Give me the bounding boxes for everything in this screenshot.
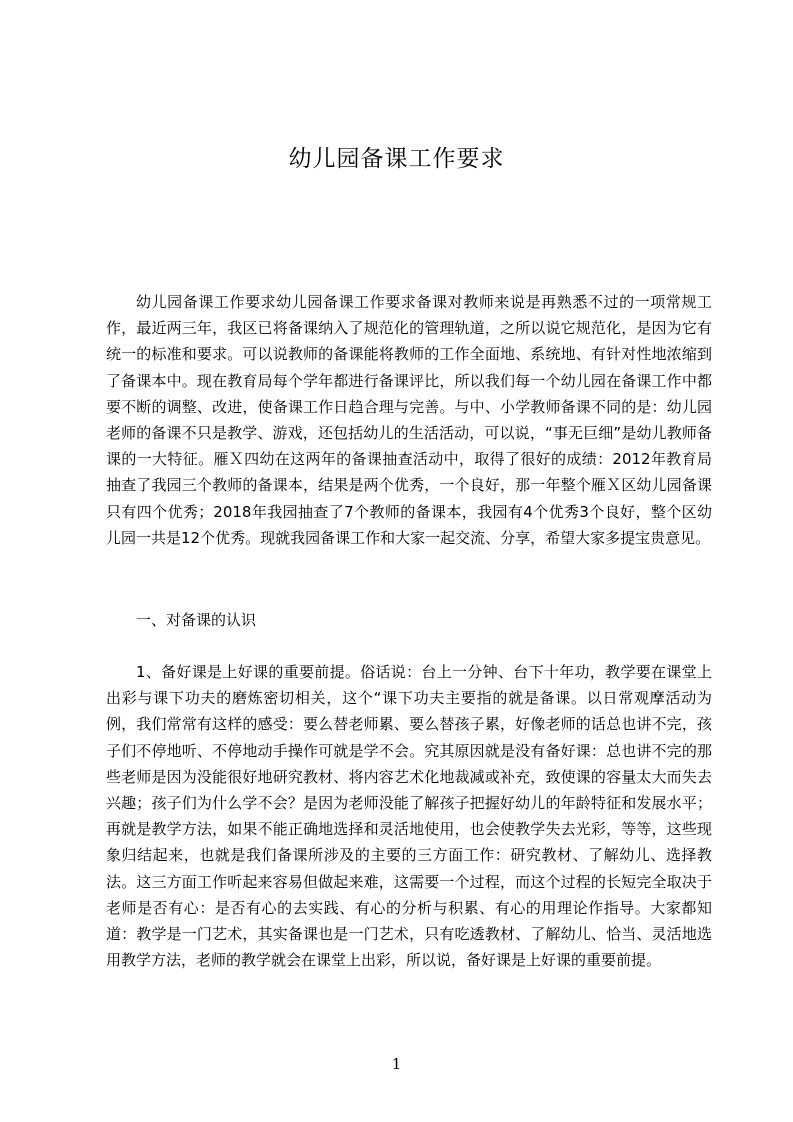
section-paragraph: 1、备好课是上好课的重要前提。俗话说：台上一分钟、台下十年功，教学要在课堂上出彩与课下功夫的磨炼密切相关，这个“课下功夫主要指的就是备课。以日常观摩活动为例，我们常常有这样的感受：要么替老师累、要么替孩子累，好像老师的话总也讲不完，孩子们不停地听、不停地动手操作可就是学不会。究其原因就是没有备好课：总也讲不完的那些老师是因为没能很好地研究教材、将内容艺术化地裁减或补充，致使课的容量太大而失去兴趣；孩子们为什么学不会？是因为老师没能了解孩子把握好幼儿的年龄特征和发展水平；再就是教学方法，如果不能正确地选择和灵活地使用，也会使教学失去光彩，等等，这些现象归结起来，也就是我们备课所涉及的主要的三方面工作：研究教材、了解幼儿、选择教法。这三方面工作听起来容易但做起来难，这需要一个过程，而这个过程的长短完全取决于老师是否有心：是否有心的去实践、有心的分析与积累、有心的用理论作指导。大家都知道：教学是一门艺术，其实备课也是一门艺术，只有吃透教材、了解幼儿、恰当、灵活地选用教学方法，老师的教学就会在课堂上出彩，所以说，备好课是上好课的重要前提。 bbox=[106, 663, 712, 970]
page-title: 幼儿园备课工作要求 bbox=[288, 146, 505, 172]
section-heading: 一、对备课的认识 bbox=[136, 611, 257, 629]
page-number: 1 bbox=[391, 1055, 402, 1073]
intro-paragraph: 幼儿园备课工作要求幼儿园备课工作要求备课对教师来说是再熟悉不过的一项常规工作，最近两三年，我区已将备课纳入了规范化的管理轨道，之所以说它规范化，是因为它有统一的标准和要求。可以说教师的备课能将教师的工作全面地、系统地、有针对性地浓缩到了备课本中。现在教育局每个学年都进行备课评比，所以我们每一个幼儿园在备课工作中都要不断的调整、改进，使备课工作日趋合理与完善。与中、小学教师备课不同的是：幼儿园老师的备课不只是教学、游戏，还包括幼儿的生活活动，可以说，“事无巨细”是幼儿教师备课的一大特征。雁Ｘ四幼在这两年的备课抽查活动中，取得了很好的成绩：2012年教育局抽查了我园三个教师的备课本，结果是两个优秀，一个良好，那一年整个雁Ｘ区幼儿园备课只有四个优秀；2018年我园抽查了7个教师的备课本，我园有4个优秀3个良好，整个区幼儿园一共是12个优秀。现就我园备课工作和大家一起交流、分享，希望大家多提宝贵意见。 bbox=[106, 293, 712, 547]
